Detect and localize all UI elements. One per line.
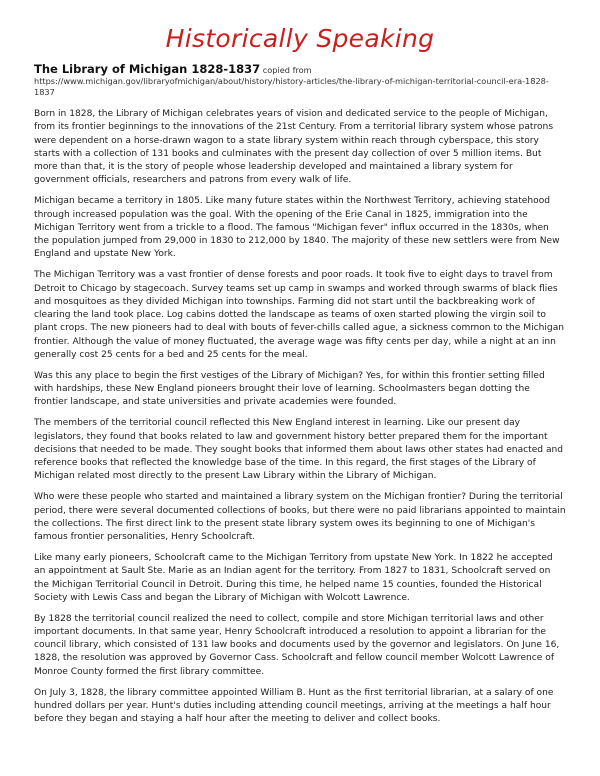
paragraph: Born in 1828, the Library of Michigan celebrates years of vision and dedicated service to the people of Michigan, from its frontier beginnings to the innovations of the 21st Century. From a territorial library system whose patrons were dependent on a horse-drawn wagon to a state library system within reach through cyberspace, this story starts with a collection of 131 books and culminates with the present day collection of over 5 million items. But more than that, it is the story of people whose leadership developed and maintained a library system for government officials, researchers and patrons from every walk of life. — [34, 109, 554, 186]
paragraph: Was this any place to begin the first vestiges of the Library of Michigan? Yes, for within this frontier setting filled with hardships, these New England pioneers brought their love of learning. Schoolmasters began dotting the frontier landscape, and state universities and private academies were founded. — [34, 370, 545, 408]
paragraph: On July 3, 1828, the library committee appointed William B. Hunt as the first territorial librarian, at a salary of one hundred dollars per year. Hunt's duties including attending council meetings, arriving at the meetings a half hour before they began and staying a half hour after the meeting to deliver and collect books. — [34, 687, 554, 725]
paragraph: Michigan became a territory in 1805. Like many future states within the Northwest Territory, achieving statehood through increased population was the goal. With the opening of the Erie Canal in 1825, immigration into the Michigan Territory went from a trickle to a flood. The famous "Michigan fever" influx occurred in the 1830s, when the population jumped from 29,000 in 1830 to 212,000 by 1840. The majority of these new settlers were from New England and upstate New York. — [34, 196, 560, 260]
paragraph: By 1828 the territorial council realized the need to collect, compile and store Michigan territorial laws and other important documents. In that same year, Henry Schoolcraft introduced a resolution to appoint a librarian for the council library, which consisted of 131 law books and documents used by the governor and legislators. On June 16, 1828, the resolution was approved by Governor Cass. Schoolcraft and fellow council member Wolcott Lawrence of Monroe County formed the first library committee. — [34, 613, 560, 677]
masthead-title: Historically Speaking — [165, 24, 435, 53]
paragraph: The Michigan Territory was a vast frontier of dense forests and poor roads. It took five to eight days to travel from Detroit to Chicago by stagecoach. Survey teams set up camp in swamps and worked through swarms of black flies and mosquitoes as they divided Michigan into townships. Farming did not start until the backbreaking work of clearing the land took place. Log cabins dotted the landscape as teams of oxen started plowing the virgin soil to plant crops. The new pioneers had to deal with bouts of fever-chills called ague, a sickness common to the Michigan frontier. Although the value of money fluctuated, the average wage was fifty cents per day, while a night at an inn generally cost 25 cents for a bed and 25 cents for the meal. — [34, 270, 565, 361]
source-citation: copied from https://www.michigan.gov/libraryofmichigan/about/history/history-articles/the-library-of-michigan-territorial-council-era-1828-1837 — [34, 65, 549, 97]
article-title: The Library of Michigan 1828-1837 — [34, 62, 261, 76]
article-header — [34, 64, 566, 98]
paragraph: Who were these people who started and maintained a library system on the Michigan frontier? During the territorial period, there were several documented collections of books, but there were no paid librarians appointed to maintain the collections. The first direct link to the present state library system owes its beginning to one of Michigan's famous frontier personalities, Henry Schoolcraft. — [34, 492, 566, 543]
paragraph: Like many early pioneers, Schoolcraft came to the Michigan Territory from upstate New York. In 1822 he accepted an appointment at Sault Ste. Marie as an Indian agent for the territory. From 1827 to 1831, Schoolcraft served on the Michigan Territorial Council in Detroit. During this time, he helped name 15 counties, founded the Historical Society with Lewis Cass and began the Library of Michigan with Wolcott Lawrence. — [34, 552, 553, 603]
paragraph: The members of the territorial council reflected this New England interest in learning. Like our present day legislators, they found that books related to law and government history better prepared them for the important decisions that needed to be made. They sought books that informed them about laws other states had enacted and reference books that reflected the knowledge base of the time. In this regard, the first stages of the Library of Michigan related most directly to the present Law Library within the Library of Michigan. — [34, 418, 564, 482]
